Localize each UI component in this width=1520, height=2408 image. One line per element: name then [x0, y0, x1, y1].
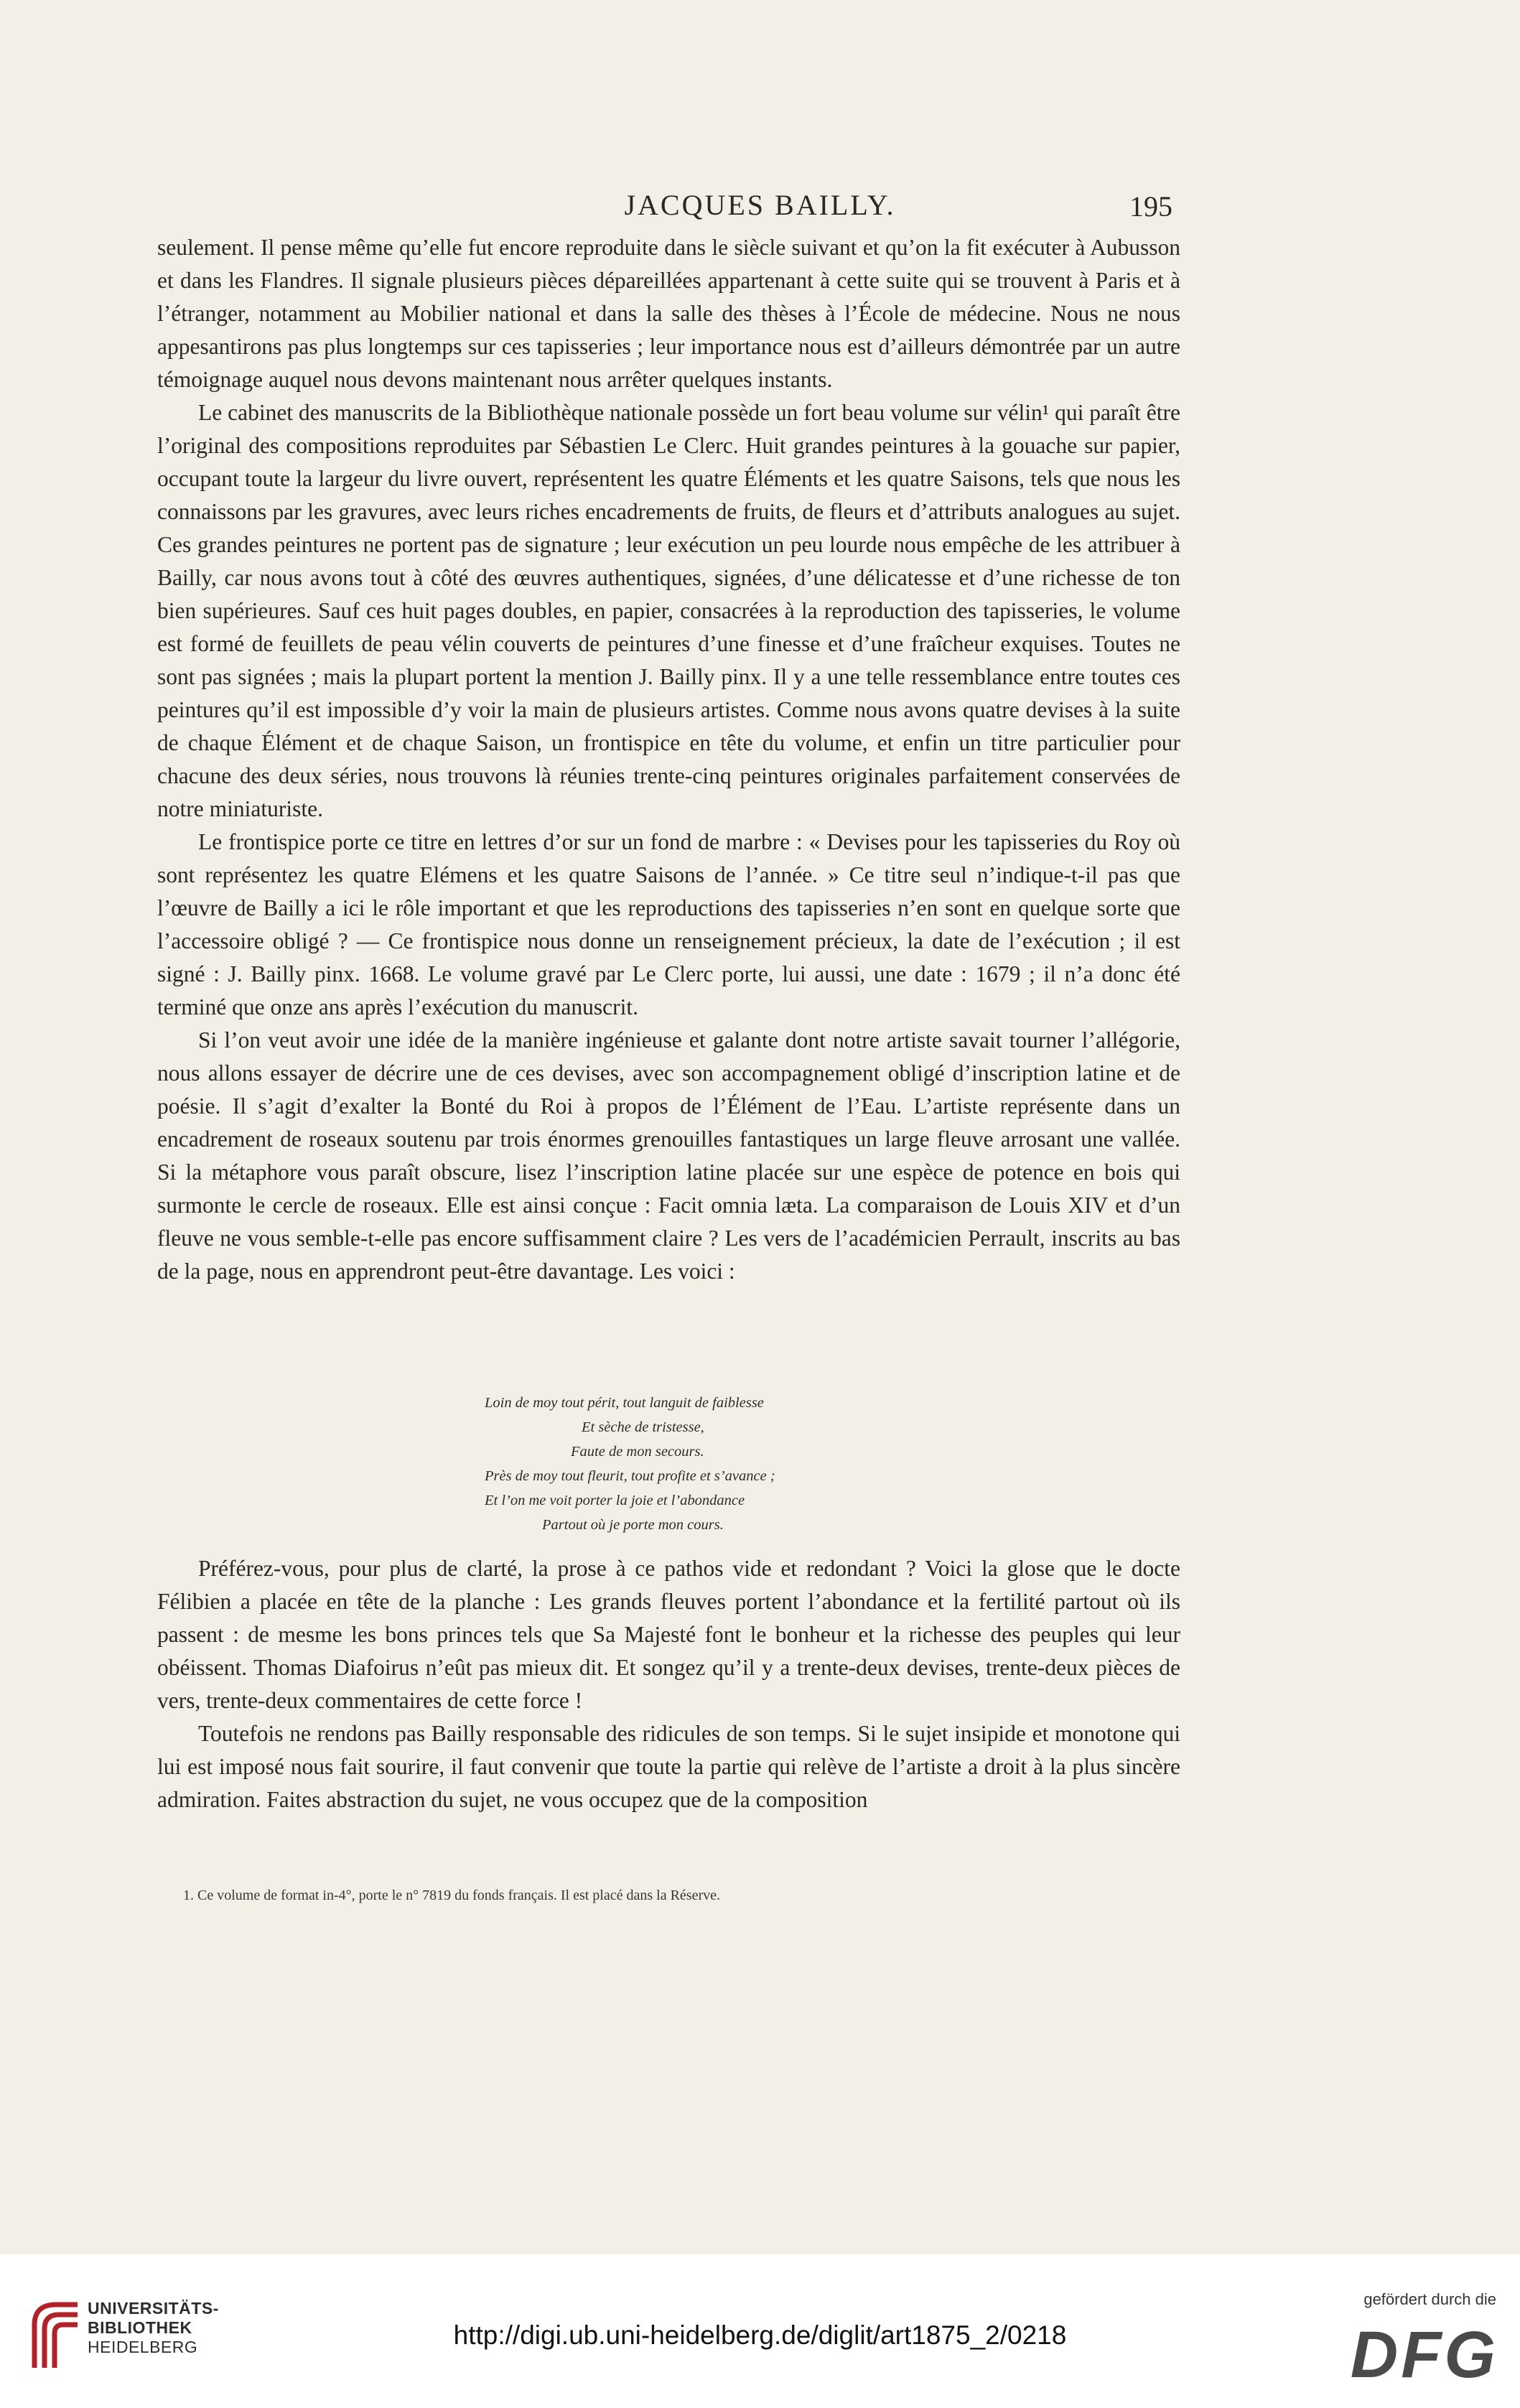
- permalink[interactable]: http://digi.ub.uni-heidelberg.de/diglit/art1875_2/0218: [453, 2320, 1067, 2350]
- verse-line: Et sèche de tristesse,: [582, 1419, 704, 1435]
- paragraph: Si l’on veut avoir une idée de la manière ingénieuse et galante dont notre artiste savait tourner l’allégorie, nous allons essayer de décrire une de ces devises, avec son accompagnement obligé d’inscription latine et de poésie. Il s’agit d’exalter la Bonté du Roi à propos de l’Élément de l’Eau. L’artiste représente dans un encadrement de roseaux soutenu par trois énormes grenouilles fantastiques un large fleuve arrosant une vallée. Si la métaphore vous paraît obscure, lisez l’inscription latine placée sur une espèce de potence en bois qui surmonte le cercle de roseaux. Elle est ainsi conçue : Facit omnia læta. La comparaison de Louis XIV et d’un fleuve ne vous semble-t-elle pas encore suffisamment claire ? Les vers de l’académicien Perrault, inscrits au bas de la page, nous en apprendront peut-être davantage. Les voici :: [157, 1027, 1180, 1284]
- paragraph: Préférez-vous, pour plus de clarté, la prose à ce pathos vide et redondant ? Voici la glose que le docte Félibien a placée en tête de la planche : Les grands fleuves portent l’abondance et la fertilité partout où ils passent : de mesme les bons princes tels que Sa Majesté font le bonheur et la richesse des peuples qui leur obéissent. Thomas Diafoirus n’eût pas mieux dit. Et songez qu’il y a trente-deux devises, trente-deux pièces de vers, trente-deux commentaires de cette force !: [157, 1556, 1180, 1713]
- verse-line: Faute de mon secours.: [571, 1444, 704, 1460]
- verse-block: [474, 1391, 890, 1537]
- main-text-continued: [157, 1552, 1180, 1816]
- page-number: 195: [1129, 190, 1172, 223]
- verse-line: Loin de moy tout périt, tout languit de faiblesse: [485, 1395, 764, 1411]
- paragraph: Le cabinet des manuscrits de la Bibliothèque nationale possède un fort beau volume sur vélin¹ qui paraît être l’original des compositions reproduites par Sébastien Le Clerc. Huit grandes peintures à la gouache sur papier, occupant toute la largeur du livre ouvert, représentent les quatre Éléments et les quatre Saisons, tels que nous les connaissons par les gravures, avec leurs riches encadrements de fruits, de fleurs et d’attributs analogues au sujet. Ces grandes peintures ne portent pas de signature ; leur exécution un peu lourde nous empêche de les attribuer à Bailly, car nous avons tout à côté des œuvres authentiques, signées, d’une délicatesse et d’une richesse de ton bien supérieures. Sauf ces huit pages doubles, en papier, consacrées à la reproduction des tapisseries, le volume est formé de feuillets de peau vélin couverts de peintures d’une finesse et d’une fraîcheur exquises. Toutes ne sont pas signées ; mais la plupart portent la mention J. Bailly pinx. Il y a une telle ressemblance entre toutes ces peintures qu’il est impossible d’y voir la main de plusieurs artistes. Comme nous avons quatre devises à la suite de chaque Élément et de chaque Saison, un frontispice en tête du volume, et enfin un titre particulier pour chacune des deux séries, nous trouvons là réunies trente-cinq peintures originales parfaitement conservées de notre miniaturiste.: [157, 400, 1180, 821]
- page-title: JACQUES BAILLY.: [624, 189, 896, 221]
- verse-line: Partout où je porte mon cours.: [542, 1517, 724, 1533]
- paragraph: seulement. Il pense même qu’elle fut encore reproduite dans le siècle suivant et qu’on la fit exécuter à Aubusson et dans les Flandres. Il signale plusieurs pièces dépareillées appartenant à cette suite qui se trouvent à Paris et à l’étranger, notamment au Mobilier national et dans la salle des thèses à l’École de médecine. Nous ne nous appesantirons pas plus longtemps sur ces tapisseries ; leur importance nous est d’ailleurs démontrée par un autre témoignage auquel nous devons maintenant nous arrêter quelques instants.: [157, 235, 1180, 392]
- verse-line: Et l’on me voit porter la joie et l’abondance: [485, 1493, 745, 1508]
- viewer-footer: [0, 2254, 1520, 2408]
- verse-line: Près de moy tout fleurit, tout profite et s’avance ;: [485, 1468, 775, 1484]
- paragraph: Toutefois ne rendons pas Bailly responsable des ridicules de son temps. Si le sujet insipide et monotone qui lui est imposé nous fait sourire, il faut convenir que toute la partie qui relève de l’artiste a droit à la plus sincère admiration. Faites abstraction du sujet, ne vous occupez que de la composition: [157, 1721, 1180, 1812]
- running-head: [0, 188, 1520, 231]
- library-name: UNIVERSITÄTS- BIBLIOTHEK HEIDELBERG: [88, 2299, 219, 2356]
- funding-note: gefördert durch die: [1363, 2290, 1496, 2308]
- dfg-logo: DFG: [1350, 2318, 1498, 2391]
- footnote: 1. Ce volume de format in-4°, porte le n° 7819 du fonds français. Il est placé dans la Réserve.: [183, 1887, 720, 1903]
- paragraph: Le frontispice porte ce titre en lettres d’or sur un fond de marbre : « Devises pour les tapisseries du Roy où sont représentez les quatre Elémens et les quatre Saisons de l’année. » Ce titre seul n’indique-t-il pas que l’œuvre de Bailly a ici le rôle important et que les reproductions des tapisseries n’en sont en quelque sorte que l’accessoire obligé ? — Ce frontispice nous donne un renseignement précieux, la date de l’exécution ; il est signé : J. Bailly pinx. 1668. Le volume gravé par Le Clerc porte, lui aussi, une date : 1679 ; il n’a donc été terminé que onze ans après l’exécution du manuscrit.: [157, 829, 1180, 1019]
- main-text: [157, 231, 1180, 1288]
